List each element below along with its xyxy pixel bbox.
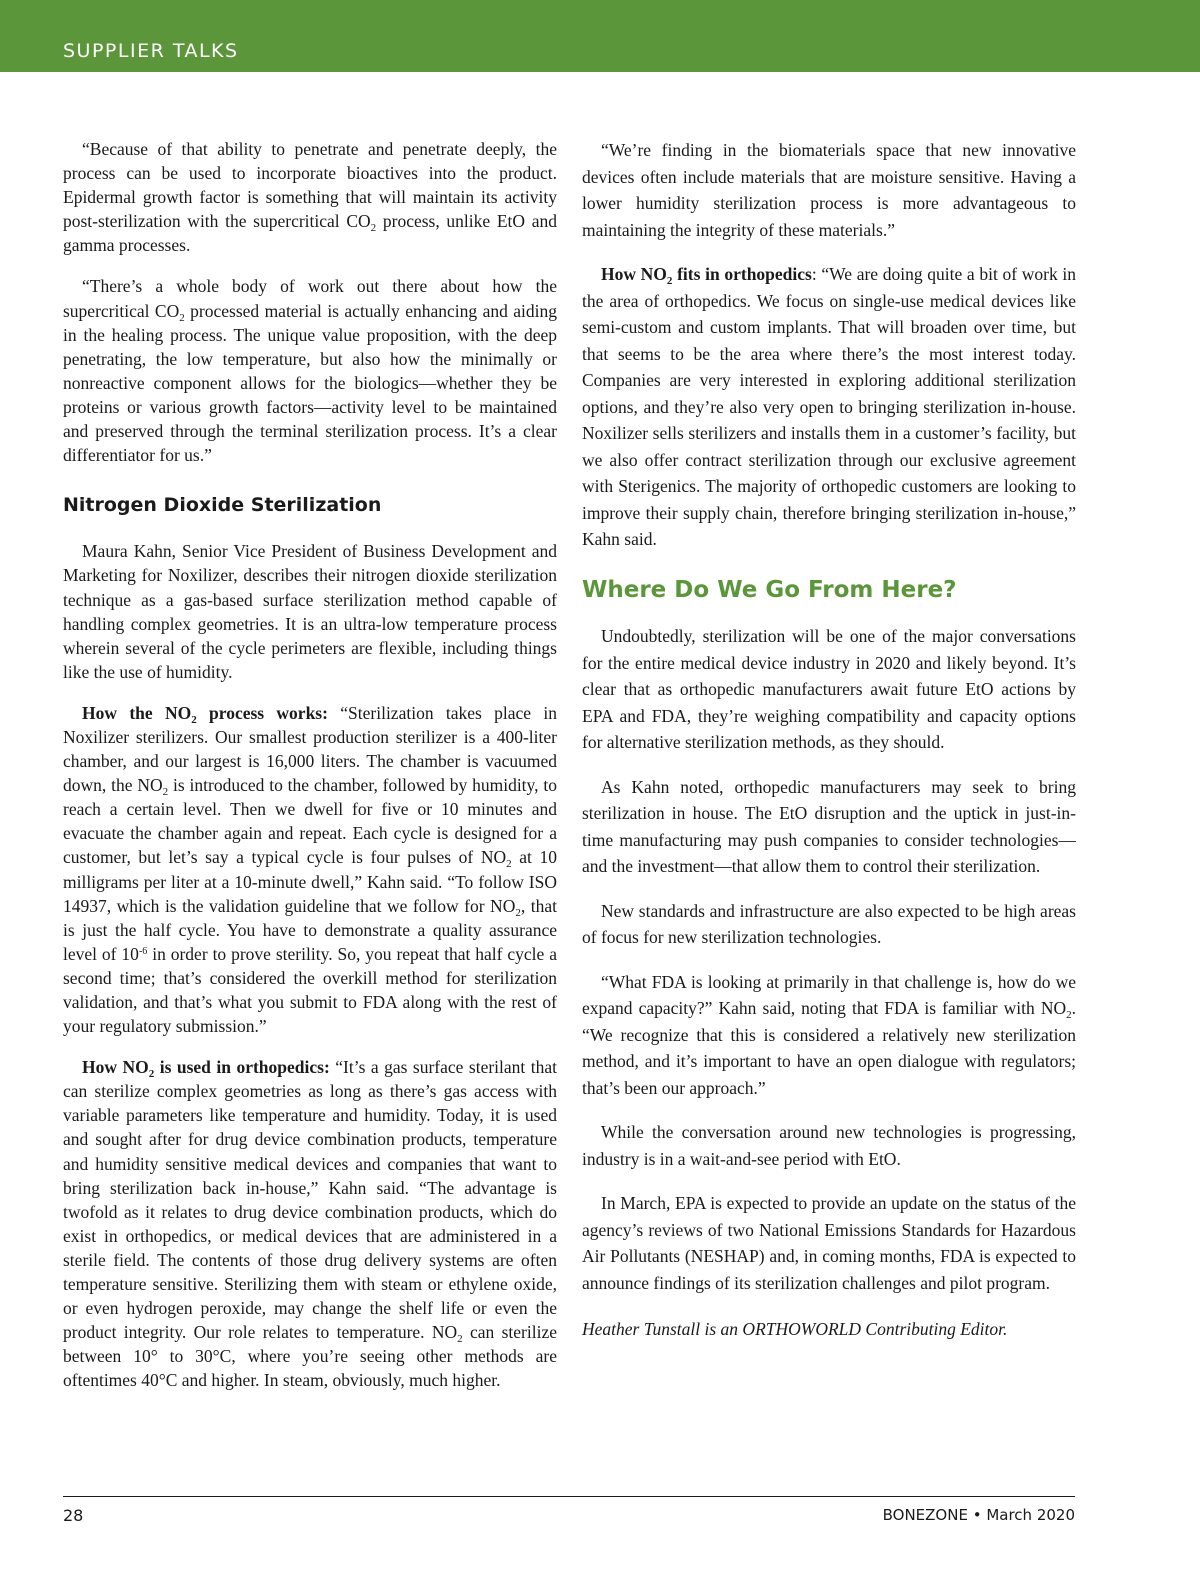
paragraph: New standards and infrastructure are also expected to be high areas of focus for new sterilization technologies. [582,900,1076,947]
paragraph: Undoubtedly, sterilization will be one of the major conversations for the entire medical device industry in 2020 and likely beyond. It’s clear that as orthopedic manufacturers await future EtO actions by EPA and FDA, they’re weighing compatibility and capacity options for alternative sterilization methods, as they should. [582,626,1076,752]
footer-divider [63,1496,1075,1497]
section-heading: Where Do We Go From Here? [582,576,957,603]
paragraph: “Because of that ability to penetrate and penetrate deeply, the process can be used to incorporate bioactives into the product. Epidermal growth factor is something that will maintain its activity post-sterilization with the supercritical $CO_2$ process, unlike EtO and gamma processes. [63,139,557,256]
run-in-heading: How $NO_2$ fits in orthopedics [601,264,812,287]
section-heading: Nitrogen Dioxide Sterilization [63,494,382,517]
paragraph: Maura Kahn, Senior Vice President of Business Development and Marketing for Noxilizer, describes their nitrogen dioxide sterilization technique as a gas-based surface sterilization method capable of handling complex geometries. It is an ultra-low temperature process wherein several of the cycle perimeters are flexible, including things like the use of humidity. [63,541,557,682]
right-column [582,137,1076,1361]
run-in-heading: How $NO_2$ is used in orthopedics: [82,1057,330,1081]
publication-info: BONEZONE • March 2020 [882,1506,1075,1524]
section-label: SUPPLIER TALKS [63,40,239,62]
header-band [0,0,1200,72]
run-in-heading: How the $NO_2$ process works: [82,702,328,726]
paragraph: “We’re finding in the biomaterials space that new innovative devices often include materials that are moisture sensitive. Having a lower humidity sterilization process is more advantageous to maintaining the integrity of these materials.” [582,140,1076,240]
paragraph: How $NO_2$ is used in orthopedics: “It’s a gas surface sterilant that can sterilize complex geometries as long as there’s gas access with variable parameters like temperature and humidity. Today, it is used and sought after for drug device combination products, temperature and humidity sensitive medical devices and companies that want to bring sterilization back in-house,” Kahn said. “The advantage is twofold as it relates to drug device combination products, which do exist in orthopedics, or medical devices that are administered in a sterile field. The contents of those drug delivery systems are often temperature sensitive. Sterilizing them with steam or ethylene oxide, or even hydrogen peroxide, may change the shelf life or even the product integrity. Our role relates to temperature. $NO_2$ can sterilize between 10° to 30°C, where you’re seeing other methods are oftentimes 40°C and higher. In steam, obviously, much higher. [63,1057,557,1391]
paragraph: While the conversation around new technologies is progressing, industry is in a wait-and-see period with EtO. [582,1122,1076,1169]
page-number: 28 [63,1506,84,1525]
paragraph: How the $NO_2$ process works: “Sterilization takes place in Noxilizer sterilizers. Our smallest production sterilizer is a 400-liter chamber, and our largest is 16,000 liters. The chamber is vacuumed down, the $NO_2$ is introduced to the chamber, followed by humidity, to reach a certain level. Then we dwell for five or 10 minutes and evacuate the chamber again and repeat. Each cycle is designed for a customer, but let’s say a typical cycle is four pulses of $NO_2$ at 10 milligrams per liter at a 10-minute dwell,” Kahn said. “To follow ISO 14937, which is the validation guideline that we follow for $NO_2$, that is just the half cycle. You have to demonstrate a quality assurance level of $10^{-6}$ in order to prove sterility. So, you repeat that half cycle a second time; that’s considered the overkill method for sterilization validation, and that’s what you submit to FDA along with the rest of your regulatory submission.” [63,702,557,1037]
paragraph: In March, EPA is expected to provide an update on the status of the agency’s reviews of two National Emissions Standards for Hazardous Air Pollutants (NESHAP) and, in coming months, FDA is expected to announce findings of its sterilization challenges and pilot program. [582,1193,1076,1293]
paragraph: “There’s a whole body of work out there about how the supercritical $CO_2$ processed material is actually enhancing and aiding in the healing process. The unique value proposition, with the deep penetrating, the low temperature, but also how the minimally or nonreactive component allows for the biologics—whether they be proteins or various growth factors—activity level to be maintained and preserved through the terminal sterilization process. It’s a clear differentiator for us.” [63,276,557,466]
paragraph: As Kahn noted, orthopedic manufacturers may seek to bring sterilization in house. The EtO disruption and the uptick in just-in-time manufacturing may push companies to consider technologies—and the investment—that allow them to control their sterilization. [582,776,1076,876]
paragraph: “What FDA is looking at primarily in that challenge is, how do we expand capacity?” Kahn said, noting that FDA is familiar with $NO_2$. “We recognize that this is considered a relatively new sterilization method, and it’s important to have an open dialogue with regulators; that’s been our approach.” [582,971,1076,1098]
author-byline: Heather Tunstall is an ORTHOWORLD Contributing Editor. [582,1319,1008,1339]
left-column [63,137,557,1410]
paragraph: How $NO_2$ fits in orthopedics: “We are doing quite a bit of work in the area of orthopedics. We focus on single-use medical devices like semi-custom and custom implants. That will broaden over time, but that seems to be the area where there’s the most interest today. Companies are very interested in exploring additional sterilization options, and they’re also very open to bringing sterilization in-house. Noxilizer sells sterilizers and installs them in a customer’s facility, but we also offer contract sterilization through our exclusive agreement with Sterigenics. The majority of orthopedic customers are looking to improve their supply chain, therefore bringing sterilization in-house,” Kahn said. [582,264,1076,549]
